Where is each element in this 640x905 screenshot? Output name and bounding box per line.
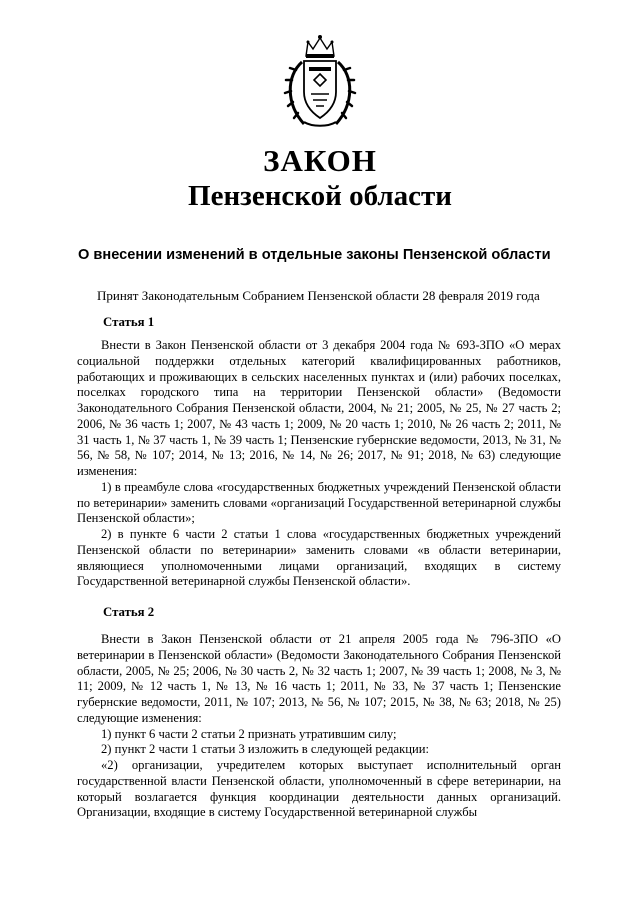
law-title: ЗАКОН <box>263 143 377 178</box>
document-body <box>77 314 561 821</box>
law-subject: О внесении изменений в отдельные законы Пензенской области <box>78 247 551 263</box>
article-item: 2) в пункте 6 части 2 статьи 1 слова «государственных бюджетных учреждений Пензенской области по ветеринарии» заменить словами «в области ветеринарии, являющиеся уполномоченными лицами организаций, входящих в систему Государственной ветеринарной службы Пензенской области». <box>77 527 561 589</box>
article-heading: Статья 1 <box>103 315 155 329</box>
article-item: 1) в преамбуле слова «государственных бюджетных учреждений Пензенской области по ветеринарии» заменить словами «организаций Государственной ветеринарной службы Пензенской области»; <box>77 479 561 526</box>
adoption-note: Принят Законодательным Собранием Пензенской области 28 февраля 2019 года <box>97 288 540 303</box>
coat-of-arms-icon <box>282 34 358 130</box>
article-intro: Внести в Закон Пензенской области от 3 декабря 2004 года № 693-ЗПО «О мерах социальной поддержки отдельных категорий квалифицированных работников, работающих и проживающих в сельских населенных пунктах и (или) рабочих поселках, поселках городского типа на территории Пензенской области» (Ведомости Законодательного Собрания Пензенской области, 2004, № 21; 2005, № 25, № 27 часть 2; 2006, № 36 часть 1; 2007, № 43 часть 1; 2009, № 20 часть 1; 2010, № 26 часть 2; 2011, № 31 часть 1, № 37 часть 1, № 39 часть 1; Пензенские губернские ведомости, 2013, № 31, № 56, № 58, № 107; 2014, № 13; 2016, № 14, № 26; 2017, № 91; 2018, № 63) следующие изменения: <box>77 338 561 478</box>
article-item: 1) пункт 6 части 2 статьи 2 признать утратившим силу; <box>101 726 397 741</box>
article-heading: Статья 2 <box>103 605 155 619</box>
article-item: «2) организации, учредителем которых выступает исполнительный орган государственной власти Пензенской области, уполномоченный в сфере ветеринарии, на который возлагается функция координации деятельности данных организаций. Организации, входящие в систему Государственной ветеринарной службы <box>77 758 561 820</box>
article-item: 2) пункт 2 части 1 статьи 3 изложить в следующей редакции: <box>101 742 429 757</box>
region-title: Пензенской области <box>188 180 452 212</box>
article-intro: Внести в Закон Пензенской области от 21 апреля 2005 года № 796-ЗПО «О ветеринарии в Пензенской области» (Ведомости Законодательного Собрания Пензенской области, 2005, № 25; 2006, № 30 часть 2, № 32 часть 1; 2007, № 39 часть 1; 2008, № 3, № 11; 2009, № 12 часть 1, № 13, № 16 часть 1; 2011, № 33, № 37 часть 1; Пензенские губернские ведомости, 2011, № 107; 2013, № 56, № 107; 2015, № 38, № 63; 2018, № 25) следующие изменения: <box>77 632 561 725</box>
